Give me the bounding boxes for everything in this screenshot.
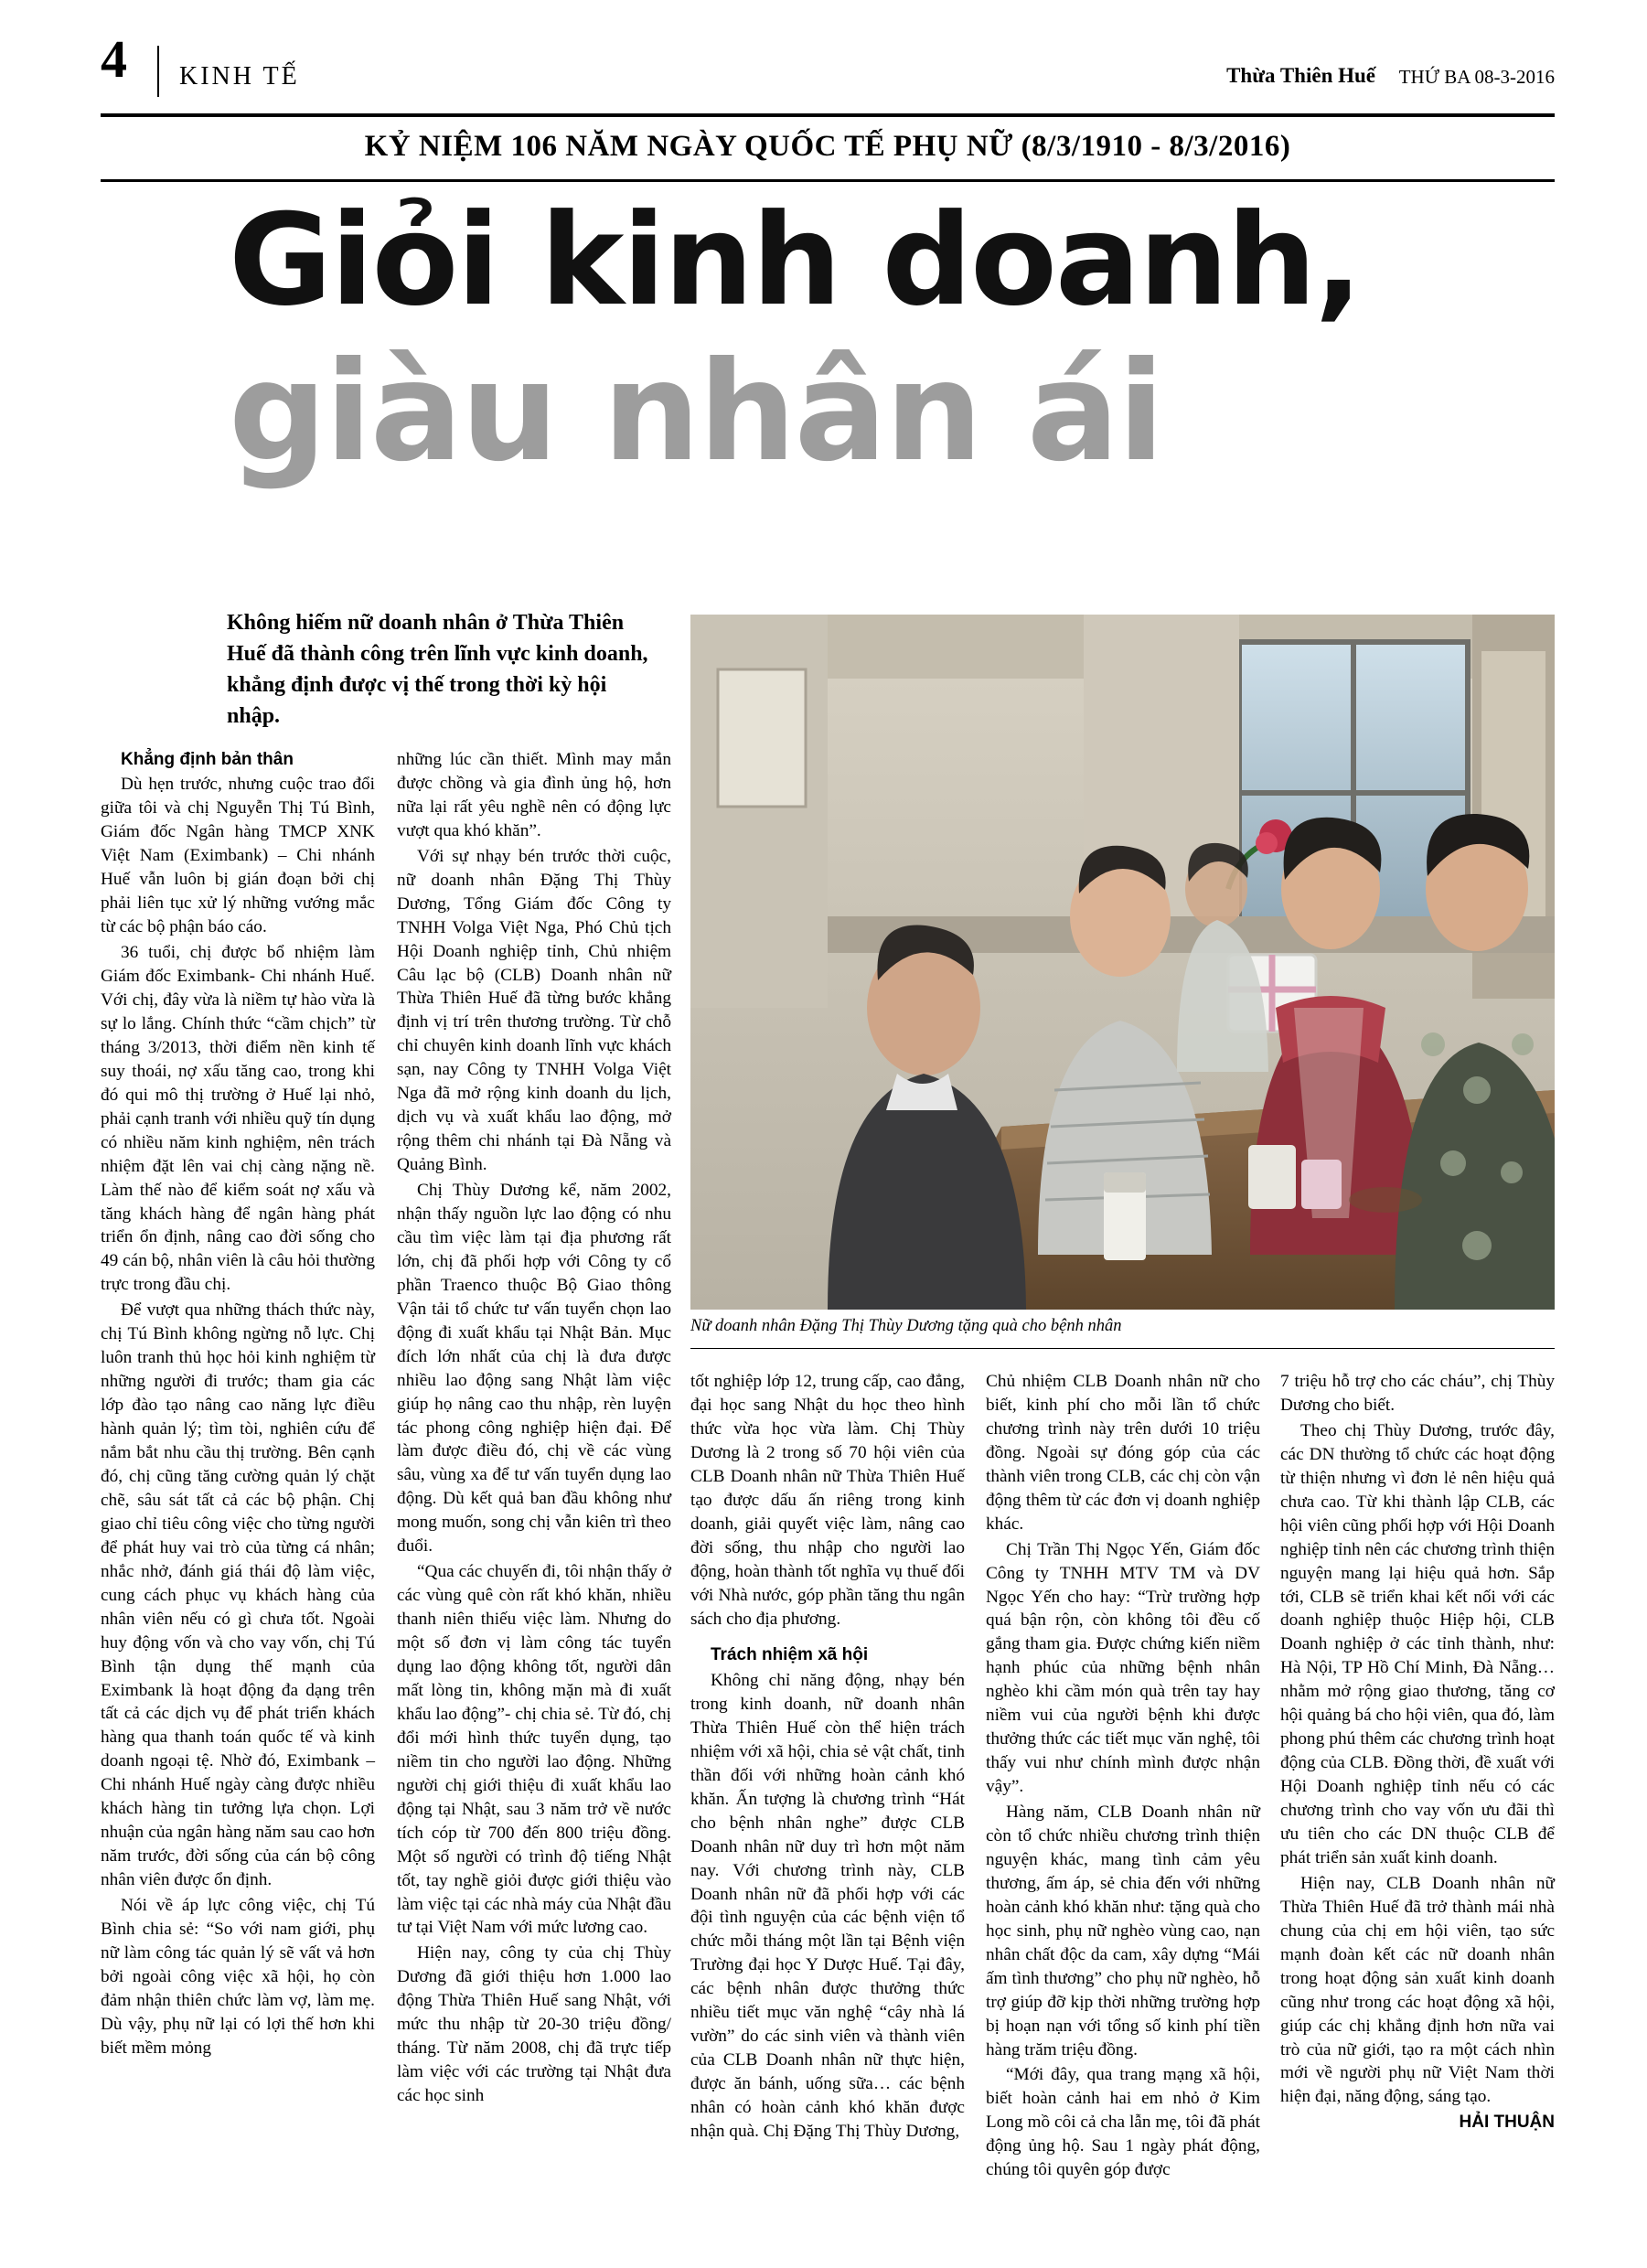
subhead-self-affirm: Khẳng định bản thân <box>121 750 294 769</box>
body-column-2 <box>397 748 671 2110</box>
masthead-divider <box>157 46 159 97</box>
paragraph: Dù hẹn trước, nhưng cuộc trao đổi giữa tôi và chị Nguyễn Thị Tú Bình, Giám đốc Ngân hàng TMCP XNK Việt Nam (Eximbank) – Chi nhánh Huế vẫn luôn bị gián đoạn bởi chị phải liên tục xử lý những vướng mắc từ các bộ phận báo cáo. <box>101 775 375 937</box>
paragraph: Với sự nhạy bén trước thời cuộc, nữ doanh nhân Đặng Thị Thùy Dương, Tổng Giám đốc Công ty TNHH Volga Việt Nga, Phó Chủ tịch Hội Doanh nghiệp tỉnh, Chủ nhiệm Câu lạc bộ (CLB) Doanh nhân nữ Thừa Thiên Huế đã từng bước khẳng định vị trí trên thương trường. Từ chỗ chỉ chuyên kinh doanh lĩnh vực khách sạn, nay Công ty TNHH Volga Việt Nga đã mở rộng kinh doanh du lịch, dịch vụ và xuất khẩu lao động, mở rộng thêm chi nhánh tại Đà Nẵng và Quảng Bình. <box>397 846 671 1175</box>
paragraph: 36 tuổi, chị được bổ nhiệm làm Giám đốc Eximbank- Chi nhánh Huế. Với chị, đây vừa là niềm tự hào vừa là sự lo lắng. Chính thức “cầm chịch” từ tháng 3/2013, thời điểm nền kinh tế suy thoái, nợ xấu tăng cao, trong khi đó qui mô thị trường ở Huế lại nhỏ, phải cạnh tranh với nhiều quỹ tín dụng có nhiều năm kinh nghiệm, nên trách nhiệm đặt lên vai chị càng nặng nề. Làm thế nào để kiểm soát nợ xấu và tăng khách hàng để ngân hàng phát triển ổn định, nâng cao đời sống cho 49 cán bộ, nhân viên là câu hỏi thường trực trong đầu chị. <box>101 943 375 1295</box>
paragraph: những lúc cần thiết. Mình may mắn được chồng và gia đình ủng hộ, hơn nữa lại rất yêu nghề nên có động lực vượt qua khó khăn”. <box>397 750 671 840</box>
paragraph: “Mới đây, qua trang mạng xã hội, biết hoàn cảnh hai em nhỏ ở Kim Long mồ côi cả cha lẫn mẹ, tôi đã phát động ủng hộ. Sau 1 ngày phát động, chúng tôi quyên góp được <box>986 2065 1260 2180</box>
caption-rule <box>690 1348 1555 1349</box>
paragraph: Hàng năm, CLB Doanh nhân nữ còn tổ chức nhiều chương trình thiện nguyện khác, mang tình cảm yêu thương, ấm áp, sẻ chia đến với những hoàn cảnh khó khăn như: tặng quà cho học sinh, phụ nữ nghèo vùng cao, nạn nhân chất độc da cam, xây dựng “Mái ấm tình thương” cho phụ nữ nghèo, hỗ trợ giúp đỡ kịp thời những trường hợp bị hoạn nạn với tổng số kinh phí tiền hàng trăm triệu đồng. <box>986 1803 1260 2059</box>
paragraph: “Qua các chuyến đi, tôi nhận thấy ở các vùng quê còn rất khó khăn, nhiều thanh niên thiếu việc làm. Nhưng do một số đơn vị làm công tác tuyển dụng lao động không tốt, người dân mất lòng tin, không mặn mà đi xuất khẩu lao động”- chị chia sẻ. Từ đó, chị đổi mới hình thức tuyển dụng, tạo niềm tin cho người lao động. Những người chị giới thiệu đi xuất khẩu lao động tại Nhật, sau 3 năm trở về nước tích cóp từ 700 đến 800 triệu đồng. Một số người có trình độ tiếng Nhật tốt, tay nghề giỏi được giới thiệu vào làm việc tại các nhà máy của Nhật đầu tư tại Việt Nam với mức lương cao. <box>397 1562 671 1938</box>
headline <box>101 188 1555 572</box>
photo-caption: Nữ doanh nhân Đặng Thị Thùy Dương tặng quà cho bệnh nhân <box>690 1317 1122 1335</box>
masthead-bottom-rule <box>101 113 1555 117</box>
byline: HẢI THUẬN <box>1459 2113 1555 2133</box>
paragraph: Chị Thùy Dương kể, năm 2002, nhận thấy nguồn lực lao động có nhu cầu tìm việc làm tại địa phương rất lớn, chị đã phối hợp với Công ty cổ phần Traenco thuộc Bộ Giao thông Vận tải tổ chức tư vấn tuyển chọn lao động đi xuất khẩu tại Nhật Bản. Mục đích lớn nhất của chị là đưa được nhiều lao động sang Nhật làm việc giúp họ nâng cao thu nhập, rèn luyện tác phong công nghiệp hiện đại. Để làm được điều đó, chị về các vùng sâu, vùng xa để tư vấn tuyển dụng lao động. Dù kết quả ban đầu không như mong muốn, song chị vẫn kiên trì theo đuổi. <box>397 1181 671 1557</box>
paragraph: Không chỉ năng động, nhạy bén trong kinh doanh, nữ doanh nhân Thừa Thiên Huế còn thể hiện trách nhiệm với xã hội, chia sẻ vật chất, tinh thần đối với những hoàn cảnh khó khăn. Ấn tượng là chương trình “Hát cho bệnh nhân nghe” được CLB Doanh nhân nữ duy trì hơn một năm nay. Với chương trình này, CLB Doanh nhân nữ đã phối hợp với các đội tình nguyện của các bệnh viện tổ chức mỗi tháng một lần tại Bệnh viện Trường đại học Y Dược Huế. Tại đây, các bệnh nhân được thưởng thức nhiều tiết mục văn nghệ “cây nhà lá vườn” do các sinh viên và thành viên của CLB Doanh nhân nữ thực hiện, được ăn bánh, uống sữa… các bệnh nhân có hoàn cảnh khó khăn được nhận quà. Chị Đặng Thị Thùy Dương, <box>690 1670 965 2142</box>
paragraph: Để vượt qua những thách thức này, chị Tú Bình không ngừng nỗ lực. Chị luôn tranh thủ học hỏi kinh nghiệm từ những người đi trước; tham gia các lớp đào tạo nâng cao năng lực điều hành quản lý; tìm tòi, nghiên cứu để nắm bắt nhu cầu thị trường. Bên cạnh đó, chị cũng tăng cường quản lý chặt chẽ, sâu sát tất cả các bộ phận. Chị giao chỉ tiêu công việc cho từng người để phát huy vai trò của từng cá nhân; nhắc nhở, đánh giá thái độ làm việc, cung cách phục vụ khách hàng của nhân viên nếu có gì chưa tốt. Ngoài huy động vốn và cho vay vốn, chị Tú Bình tận dụng thế mạnh của Eximbank là hoạt động đa dạng trên tất cả các dịch vụ để phát triển khách hàng qua thanh toán quốc tế và kinh doanh ngoại tệ. Nhờ đó, Eximbank – Chi nhánh Huế ngày càng được nhiều khách hàng tin tưởng lựa chọn. Lợi nhuận của ngân hàng năm sau cao hơn năm trước, đời sống của cán bộ công nhân viên được ổn định. <box>101 1300 375 1890</box>
paragraph: Hiện nay, CLB Doanh nhân nữ Thừa Thiên Huế đã trở thành mái nhà chung của chị em hội viên, tạo sức mạnh đoàn kết các nữ doanh nhân trong hoạt động sản xuất kinh doanh cũng như trong các hoạt động xã hội, giúp các chị khẳng định hơn nữa vai trò của nữ giới, tạo ra một cách nhìn mới về người phụ nữ Việt Nam thời hiện đại, năng động, sáng tạo. <box>1280 1873 1555 2107</box>
page-number: 4 <box>101 29 127 89</box>
paragraph: tốt nghiệp lớp 12, trung cấp, cao đẳng, đại học sang Nhật du học theo hình thức vừa học vừa làm. Chị Thùy Dương là 2 trong số 70 hội viên của CLB Doanh nhân nữ Thừa Thiên Huế tạo được dấu ấn riêng trong kinh doanh, giải quyết việc làm, nâng cao đời sống, thu nhập cho người lao động, hoàn thành tốt nghĩa vụ thuế đối với Nhà nước, góp phần tăng thu ngân sách cho địa phương. <box>690 1372 965 1629</box>
paragraph: Chủ nhiệm CLB Doanh nhân nữ cho biết, kinh phí cho mỗi lần tổ chức chương trình này trên dưới 10 triệu đồng. Ngoài sự đóng góp của các thành viên trong CLB, các chị còn vận động thêm từ các đơn vị doanh nghiệp khác. <box>986 1372 1260 1534</box>
headline-line-1: Giỏi kinh doanh, <box>229 187 1361 334</box>
section-name: KINH TẾ <box>179 62 300 91</box>
standfirst: Không hiếm nữ doanh nhân ở Thừa Thiên Huế đã thành công trên lĩnh vực kinh doanh, khẳng định được vị thế trong thời kỳ hội nhập. <box>227 611 648 729</box>
issue-date: THỨ BA 08-3-2016 <box>1398 66 1555 88</box>
body-column-1 <box>101 748 375 2062</box>
paper-name: Thừa Thiên Huế <box>1226 64 1375 87</box>
masthead <box>101 29 1555 101</box>
body-column-5 <box>1280 1370 1555 2136</box>
paragraph: 7 triệu hỗ trợ cho các cháu”, chị Thùy Dương cho biết. <box>1280 1372 1555 1415</box>
anniversary-kicker: KỶ NIỆM 106 NĂM NGÀY QUỐC TẾ PHỤ NỮ (8/3/1910 - 8/3/2016) <box>364 130 1291 163</box>
article-photo <box>690 615 1555 1310</box>
headline-line-2: giàu nhân ái <box>229 333 1163 492</box>
paragraph: Chị Trần Thị Ngọc Yến, Giám đốc Công ty TNHH MTV TM và DV Ngọc Yến cho hay: “Trừ trường hợp quá bận rộn, còn không tôi đều cố gắng tham gia. Được chứng kiến niềm hạnh phúc của những bệnh nhân nghèo khi cầm món quà trên tay hay niềm vui của người bệnh khi được thưởng thức các tiết mục văn nghệ, tôi thấy vui như chính mình được nhận vậy”. <box>986 1539 1260 1797</box>
kicker-rule <box>101 179 1555 182</box>
paragraph: Nói về áp lực công việc, chị Tú Bình chia sẻ: “So với nam giới, phụ nữ làm công tác quản lý sẽ vất vả hơn bởi ngoài công việc xã hội, họ còn đảm nhận thiên chức làm vợ, làm mẹ. Dù vậy, phụ nữ lại có lợi thế hơn khi biết mềm mỏng <box>101 1896 375 2058</box>
paragraph: Hiện nay, công ty của chị Thùy Dương đã giới thiệu hơn 1.000 lao động Thừa Thiên Huế sang Nhật, với mức thu nhập từ 20-30 triệu đồng/ tháng. Từ năm 2008, chị đã trực tiếp làm việc với các trường tại Nhật đưa các học sinh <box>397 1943 671 2106</box>
subhead-social-responsibility: Trách nhiệm xã hội <box>711 1645 869 1665</box>
body-column-3 <box>690 1370 965 2145</box>
body-column-4 <box>986 1370 1260 2184</box>
paragraph: Theo chị Thùy Dương, trước đây, các DN thường tổ chức các hoạt động từ thiện nhưng vì đơn lẻ nên hiệu quả chưa cao. Từ khi thành lập CLB, các hội viên cũng phối hợp với Hội Doanh nghiệp tỉnh nên các chương trình thiện nguyện mang lại hiệu quả hơn. Sắp tới, CLB sẽ triển khai kết nối với các doanh nghiệp thuộc Hiệp hội, CLB Doanh nghiệp ở các tỉnh thành, như: Hà Nội, TP Hồ Chí Minh, Đà Nẵng… nhằm mở rộng giao thương, tăng cơ hội quảng bá cho hội viên, qua đó, làm phong phú thêm các chương trình hoạt động của CLB. Đồng thời, đề xuất với Hội Doanh nghiệp tỉnh nếu có các chương trình cho vay vốn ưu đãi thì ưu tiên cho các DN thuộc CLB để phát triển sản xuất kinh doanh. <box>1280 1420 1555 1867</box>
